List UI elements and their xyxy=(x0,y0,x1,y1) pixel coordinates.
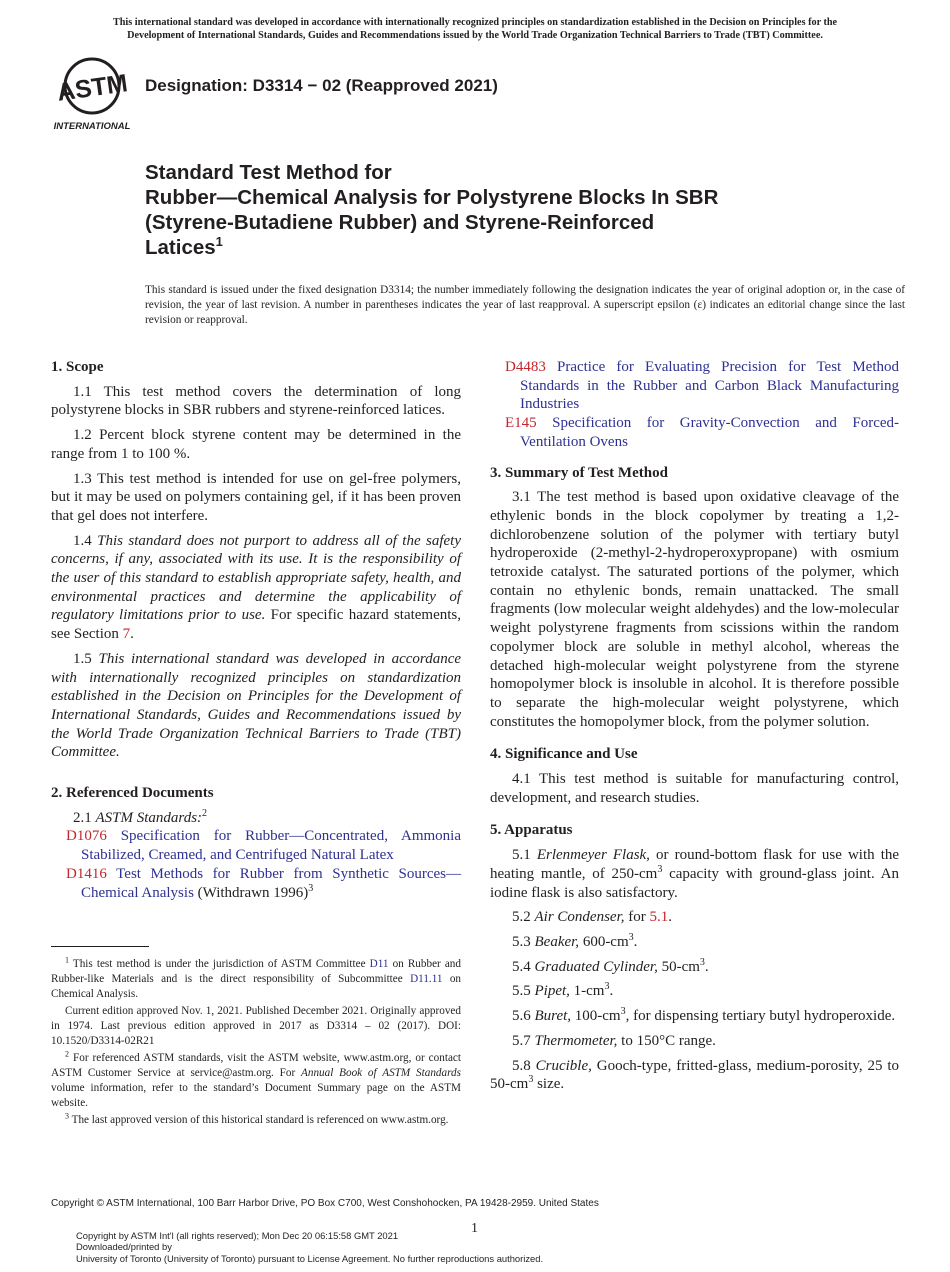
download-notice: Copyright by ASTM Int'l (all rights reserved); Mon Dec 20 06:15:58 GMT 2021 Downloaded/printed by University of Toronto (University of Toronto) pursuant to License Agreement. No further reproductions authorized. xyxy=(76,1230,544,1264)
ref-d1416[interactable]: D1416 Test Methods for Rubber from Synthetic Sources—Chemical Analysis (Withdrawn 1996)$^3$ xyxy=(66,865,461,901)
designation: Designation: D3314 − 02 (Reapproved 2021) xyxy=(145,76,498,95)
ref-note: (Withdrawn 1996) xyxy=(197,884,309,901)
section-5-1-link[interactable]: 5.1 xyxy=(649,909,669,926)
document-title xyxy=(145,160,865,260)
footnote-3: $^3$ The last approved version of this historical standard is referenced on www.astm.org. xyxy=(65,1111,449,1126)
safety-statement: This standard does not purport to address all of the safety concerns, if any, associated with its use. It is the responsibility of the user of this standard to establish appropriate safety, health, and environmental practices and determine the applicability of regulatory limitations prior to use. xyxy=(51,532,462,624)
ref-d1076[interactable] xyxy=(51,827,461,864)
apparatus-item: 5.2 Air Condenser, for 5.1. xyxy=(512,909,672,926)
scope-p1: 1.1 This test method covers the determination of long polystyrene blocks in SBR rubbers and styrene-reinforced latices. xyxy=(51,383,461,419)
summary-heading: 3. Summary of Test Method xyxy=(490,464,668,481)
apparatus-item: 5.5 Pipet, $1-cm^3$. xyxy=(512,981,614,1000)
footnote-1: $^1$ This test method is under the jurisdiction of ASTM Committee D11 on Rubber and Rubber-like Materials and is the direct responsibility of Subcommittee D11.11 on Chemical Analysis. xyxy=(51,955,462,1000)
ref-title[interactable]: Specification for Gravity-Convection and Forced-Ventilation Ovens xyxy=(520,415,899,450)
logo-text: INTERNATIONAL xyxy=(53,121,131,132)
top-notice-line1: This international standard was developed in accordance with internationally recognized principles on standardization established in the Decision on Principles for the xyxy=(112,17,838,28)
footnote-edition: Current edition approved Nov. 1, 2021. Published December 2021. Originally approved in 1974. Last previous edition approved in 2017 as D3314 – 02 (2017). DOI: 10.1520/D3314-02R21 xyxy=(51,1005,461,1047)
apparatus-item: 5.4 Graduated Cylinder, $50-cm^3$. xyxy=(512,956,709,975)
ref-d4483[interactable] xyxy=(490,358,899,414)
apparatus-item: 5.1 Erlenmeyer Flask, or round-bottom flask for use with the heating mantle, of $250-cm^3$ capacity with ground-glass joint. An iodine flask is also satisfactory. xyxy=(490,847,900,901)
title-line4: Latices xyxy=(145,236,216,259)
title-line2: Rubber—Chemical Analysis for Polystyrene Blocks In SBR xyxy=(145,186,719,209)
wto-statement: This international standard was developed in accordance with internationally recognized principles on standardization established in the Decision on Principles for the Development of International Standards, Guides and Recommendations issued by the World Trade Organization Technical Barriers to Trade (TBT) Committee. xyxy=(51,650,462,761)
ref-code[interactable]: D1416 xyxy=(66,865,107,882)
title-footnote-mark: 1 xyxy=(215,234,223,249)
significance-heading: 4. Significance and Use xyxy=(490,746,638,763)
scope-heading: 1. Scope xyxy=(51,359,104,375)
astm-standards-label: 2.1 ASTM Standards:$^2$ xyxy=(73,807,208,826)
title-line1: Standard Test Method for xyxy=(145,161,392,184)
ref-e145[interactable] xyxy=(490,414,899,451)
footnotes xyxy=(51,957,461,1130)
apparatus-heading: 5. Apparatus xyxy=(490,822,573,839)
right-column xyxy=(490,358,899,1100)
astm-logo xyxy=(52,56,136,134)
summary-p1: 3.1 The test method is based upon oxidative cleavage of the ethylenic bonds in the block copolymer by treating a 1,2-dichlorobenzene solution of the polymer with tertiary butyl hydroperoxide (2-methyl-2-hydroperoxypropane) with osmium tetroxide catalyst. The saturated portions of the polymer, which contain no ethylenic bonds, remain unattacked. The small fragments (low molecular weight aldehydes) and the low-molecular weight polystyrene fragments from scissions within the random copolymer block are soluble in methyl alcohol, whereas the detached high-molecular weight polystyrene from the styrene homopolymer block is insoluble in alcohol. It is therefore possible to separate the high-molecular weight polystyrene, which constitutes the homopolymer block, from the polymer solution. xyxy=(490,489,899,730)
referenced-heading: 2. Referenced Documents xyxy=(51,785,214,802)
ref-title[interactable]: Specification for Rubber—Concentrated, Ammonia Stabilized, Creamed, and Centrifuged Natural Latex xyxy=(81,828,461,864)
ref-code[interactable]: D1076 xyxy=(66,828,107,845)
apparatus-item: 5.8 Crucible, Gooch-type, fritted-glass, medium-porosity, 25 to $50-cm^3$ size. xyxy=(490,1057,900,1093)
scope-p2: 1.2 Percent block styrene content may be determined in the range from 1 to 100 %. xyxy=(51,427,461,462)
scope-p3: 1.3 This test method is intended for use on gel-free polymers, but it may be used on polymers containing gel, if it has been proven that gel does not interfere. xyxy=(51,470,461,524)
footnote-divider xyxy=(51,946,149,947)
ref-code[interactable]: D4483 xyxy=(505,359,546,375)
ref-code[interactable]: E145 xyxy=(505,415,537,432)
committee-d11-link[interactable]: D11 xyxy=(369,958,389,970)
apparatus-item: 5.6 Buret, $100-cm^3$, for dispensing tertiary butyl hydroperoxide. xyxy=(512,1006,896,1025)
subcommittee-link[interactable]: D11.11 xyxy=(410,973,443,985)
scope-p5: 1.5 This international standard was developed in accordance with internationally recognized principles on standardization established in the Decision on Principles for the Development of International Standards, Guides and Recommendations issued by the World Trade Organization Technical Barriers to Trade (TBT) Committee. xyxy=(51,650,462,761)
left-column xyxy=(51,358,461,902)
page-number: 1 xyxy=(471,1221,478,1236)
ref-title[interactable]: Test Methods for Rubber from Synthetic Sources—Chemical Analysis xyxy=(81,865,461,901)
top-notice xyxy=(50,16,900,42)
footnote-2: $^2$ For referenced ASTM standards, visit the ASTM website, www.astm.org, or contact ASTM Customer Service at service@astm.org. For Annual Book of ASTM Standards volume information, refer to the standard’s Document Summary page on the ASTM website. xyxy=(51,1049,461,1109)
ref-title[interactable]: Practice for Evaluating Precision for Test Method Standards in the Rubber and Carbon Black Manufacturing Industries xyxy=(520,359,900,413)
significance-p1: 4.1 This test method is suitable for manufacturing control, development, and research studies. xyxy=(490,771,899,806)
apparatus-item: 5.7 Thermometer, to 150°C range. xyxy=(512,1032,716,1049)
svg-text:ASTM: ASTM xyxy=(55,69,130,107)
top-notice-line2: Development of International Standards, Guides and Recommendations issued by the World Trade Organization Technical Barriers to Trade (TBT) Committee. xyxy=(127,30,823,41)
issue-note: This standard is issued under the fixed designation D3314; the number immediately following the designation indicates the year of original adoption or, in the case of revision, the year of last revision. A number in parentheses indicates the year of last reapproval. A superscript epsilon (ε) indicates an editorial change since the last revision or reapproval. xyxy=(145,284,905,326)
title-line3: (Styrene-Butadiene Rubber) and Styrene-Reinforced xyxy=(145,211,655,234)
section-7-link[interactable]: 7 xyxy=(122,626,131,643)
apparatus-item: 5.3 Beaker, $600-cm^3$. xyxy=(512,931,638,950)
copyright-line: Copyright © ASTM International, 100 Barr Harbor Drive, PO Box C700, West Conshohocken, PA 19428-2959. United States xyxy=(51,1198,599,1209)
scope-p4: 1.4 This standard does not purport to address all of the safety concerns, if any, associated with its use. It is the responsibility of the user of this standard to establish appropriate safety, health, and environmental practices and determine the applicability of regulatory limitations prior to use. For specific hazard statements, see Section 7. xyxy=(51,532,462,643)
